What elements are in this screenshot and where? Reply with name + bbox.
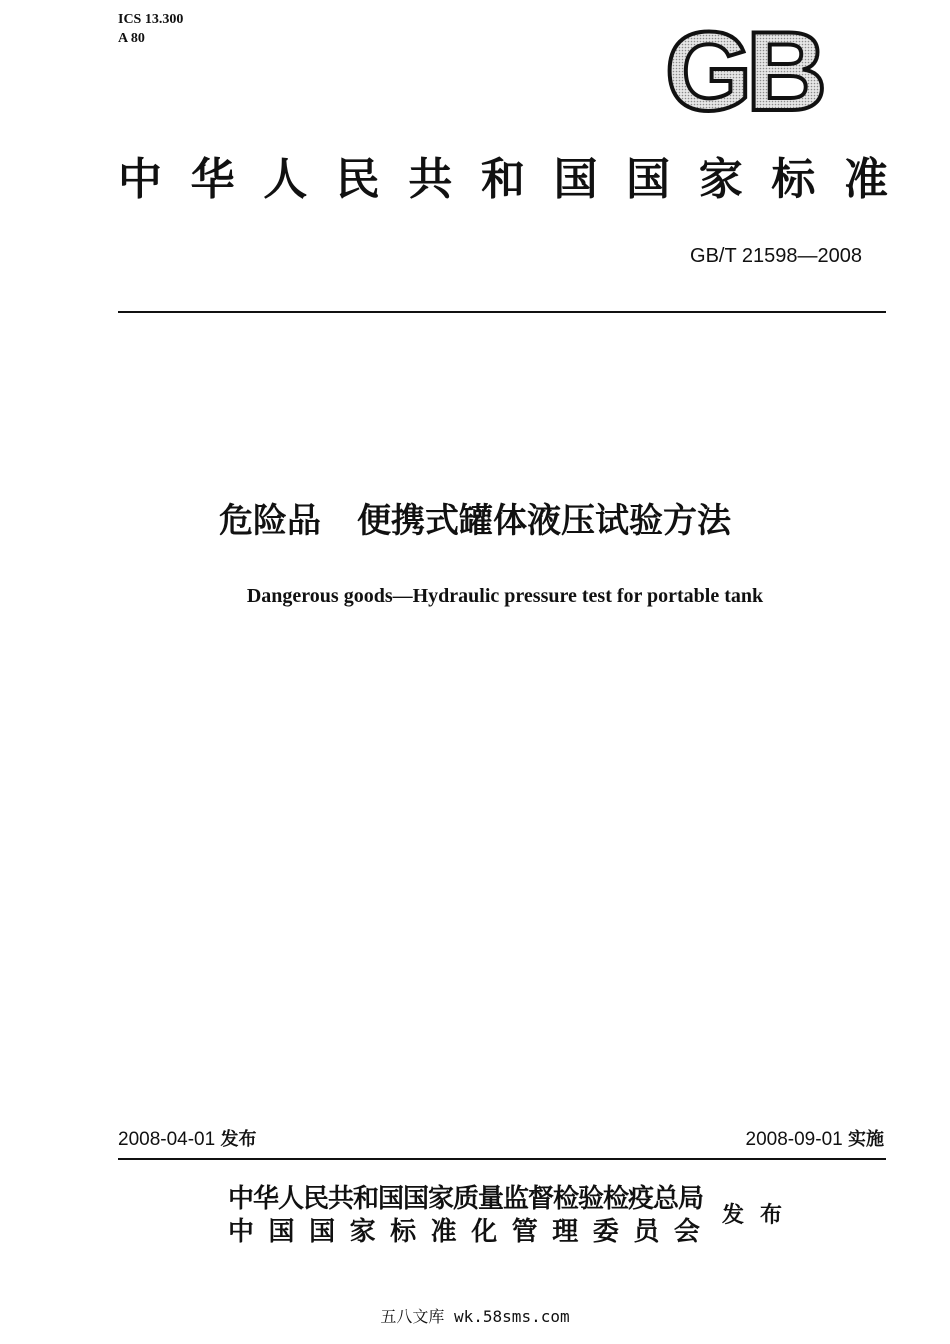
title-char: 华 [190,154,235,205]
issuer-char: 会 [673,1217,700,1247]
title-char: 国 [553,154,598,205]
issuer-char: 员 [633,1217,660,1247]
issuer-char: 家 [349,1217,376,1247]
publish-label [722,1200,782,1230]
issue-date: 2008-04-01 [118,1129,216,1150]
issuer-char: 管 [511,1217,538,1247]
title-char: 中 [118,154,162,205]
implement-date: 2008-09-01 [745,1129,843,1150]
gb-logo-text: GB [665,22,821,122]
issuer-char: 中 [228,1217,255,1247]
issuer-char: 准 [430,1217,457,1247]
implement-date-line [746,1127,884,1153]
gb-logo-icon [648,22,838,122]
standard-number: GB/T 21598—2008 [690,245,862,267]
implement-label: 实施 [848,1129,884,1150]
title-char: 共 [408,154,453,205]
title-char: 国 [626,154,671,205]
issuer-aqsiq: 中华人民共和国国家质量监督检验检疫总局 [228,1184,704,1214]
issuer-char: 化 [471,1217,498,1247]
issuer-char: 理 [552,1217,579,1247]
ics-code: ICS 13.300 [118,12,184,27]
footer-watermark: 五八文库 wk.58sms.com [380,1307,570,1326]
publish-char: 发 [722,1202,745,1228]
issuer-char: 国 [309,1217,336,1247]
title-cn-part1: 危险品 [219,501,321,541]
national-standard-title [118,150,888,210]
bottom-divider [118,1158,886,1160]
top-divider [118,311,886,313]
ics-classification [118,10,183,48]
title-char: 和 [480,154,525,205]
title-char: 准 [843,154,888,205]
issuer-char: 标 [390,1217,417,1247]
title-char: 家 [698,154,743,205]
issue-date-line [118,1127,256,1153]
document-title-cn [0,498,950,544]
title-char: 民 [335,154,380,205]
document-title-en: Dangerous goods—Hydraulic pressure test for portable tank [246,585,764,607]
issue-label: 发布 [220,1129,257,1150]
title-char: 标 [771,154,816,205]
ccs-code: A 80 [118,31,145,46]
publish-char: 布 [759,1202,782,1228]
issuer-char: 委 [592,1217,619,1247]
issuer-sac [228,1215,700,1249]
issuer-char: 国 [268,1217,295,1247]
title-char: 人 [263,154,308,205]
title-cn-part2: 便携式罐体液压试验方法 [357,501,731,541]
